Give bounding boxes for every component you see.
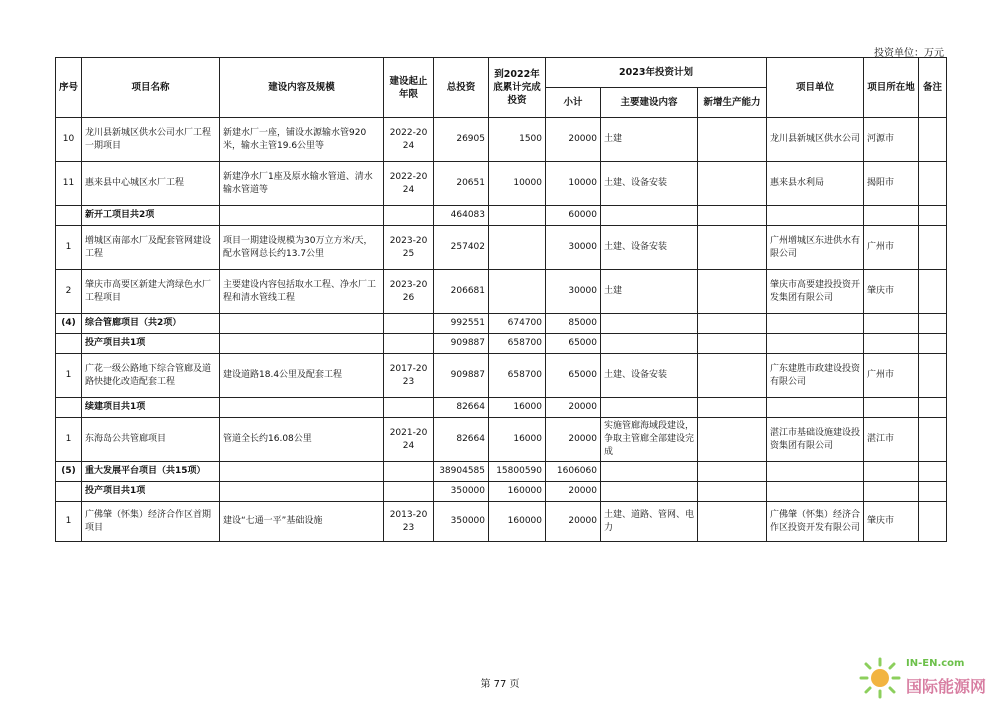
cell-remark: [919, 270, 947, 314]
cell-period: [384, 398, 434, 418]
cell-capacity: [698, 462, 767, 482]
cell-capacity: [698, 206, 767, 226]
cell-name: 东海岛公共管廊项目: [82, 418, 220, 462]
cell-unit: [767, 206, 864, 226]
table-row: [56, 226, 947, 270]
cell-name: 投产项目共1项: [82, 334, 220, 354]
cell-seq: (4): [56, 314, 82, 334]
cell-location: [864, 206, 919, 226]
cell-main-content: 土建、设备安装: [601, 354, 698, 398]
cell-remark: [919, 482, 947, 502]
cell-location: 河源市: [864, 118, 919, 162]
cell-content: 新建水厂一座，铺设水源输水管920米，输水主管19.6公里等: [220, 118, 384, 162]
header-plan-group: 2023年投资计划: [546, 58, 767, 88]
cell-content: [220, 334, 384, 354]
cell-name: 续建项目共1项: [82, 398, 220, 418]
cell-done: 1500: [489, 118, 546, 162]
cell-total: 350000: [434, 482, 489, 502]
cell-location: 广州市: [864, 354, 919, 398]
cell-done: 658700: [489, 354, 546, 398]
cell-main-content: 土建、道路、管网、电力: [601, 502, 698, 542]
cell-seq: 1: [56, 418, 82, 462]
cell-content: [220, 482, 384, 502]
cell-capacity: [698, 118, 767, 162]
cell-period: [384, 482, 434, 502]
cell-period: 2017-2023: [384, 354, 434, 398]
cell-unit: 湛江市基础设施建设投资集团有限公司: [767, 418, 864, 462]
header-unit: 项目单位: [767, 58, 864, 118]
cell-name: 肇庆市高要区新建大湾绿色水厂工程项目: [82, 270, 220, 314]
cell-total: 26905: [434, 118, 489, 162]
header-seq: 序号: [56, 58, 82, 118]
table-row: [56, 162, 947, 206]
cell-total: 350000: [434, 502, 489, 542]
watermark-logo: [858, 652, 998, 702]
cell-content: 建设“七通一平”基础设施: [220, 502, 384, 542]
cell-capacity: [698, 502, 767, 542]
cell-remark: [919, 118, 947, 162]
cell-done: 674700: [489, 314, 546, 334]
cell-subtotal: 65000: [546, 334, 601, 354]
cell-period: 2022-2024: [384, 162, 434, 206]
cell-seq: 1: [56, 502, 82, 542]
header-main-content: 主要建设内容: [601, 88, 698, 118]
cell-subtotal: 20000: [546, 418, 601, 462]
cell-content: 主要建设内容包括取水工程、净水厂工程和清水管线工程: [220, 270, 384, 314]
cell-capacity: [698, 354, 767, 398]
page-number: 第 77 页: [480, 679, 520, 690]
cell-remark: [919, 314, 947, 334]
sun-logo-icon: [858, 656, 902, 700]
cell-seq: [56, 398, 82, 418]
header-name: 项目名称: [82, 58, 220, 118]
cell-unit: [767, 398, 864, 418]
cell-capacity: [698, 226, 767, 270]
cell-capacity: [698, 482, 767, 502]
cell-content: [220, 314, 384, 334]
cell-seq: [56, 206, 82, 226]
cell-seq: [56, 482, 82, 502]
cell-subtotal: 65000: [546, 354, 601, 398]
header-location: 项目所在地: [864, 58, 919, 118]
cell-unit: 广州增城区东进供水有限公司: [767, 226, 864, 270]
cell-main-content: [601, 482, 698, 502]
cell-done: 15800590: [489, 462, 546, 482]
cell-done: 10000: [489, 162, 546, 206]
cell-remark: [919, 226, 947, 270]
cell-unit: 龙川县新城区供水公司: [767, 118, 864, 162]
cell-period: 2022-2024: [384, 118, 434, 162]
cell-name: 龙川县新城区供水公司水厂工程一期项目: [82, 118, 220, 162]
cell-capacity: [698, 162, 767, 206]
watermark-en: IN-EN.com: [906, 658, 965, 669]
cell-main-content: [601, 462, 698, 482]
cell-location: 肇庆市: [864, 502, 919, 542]
table-row: [56, 206, 947, 226]
header-subtotal: 小计: [546, 88, 601, 118]
cell-done: 16000: [489, 418, 546, 462]
investment-table: [55, 57, 947, 542]
cell-main-content: [601, 398, 698, 418]
cell-content: 新建净水厂1座及原水输水管道、清水输水管道等: [220, 162, 384, 206]
cell-name: 广花一级公路地下综合管廊及道路快捷化改造配套工程: [82, 354, 220, 398]
header-done: 到2022年底累计完成投资: [489, 58, 546, 118]
cell-seq: 1: [56, 354, 82, 398]
cell-total: 206681: [434, 270, 489, 314]
table-row: [56, 354, 947, 398]
cell-unit: [767, 482, 864, 502]
cell-total: 82664: [434, 418, 489, 462]
header-capacity: 新增生产能力: [698, 88, 767, 118]
cell-unit: 广佛肇（怀集）经济合作区投资开发有限公司: [767, 502, 864, 542]
cell-remark: [919, 162, 947, 206]
cell-main-content: 土建: [601, 270, 698, 314]
cell-name: 广佛肇（怀集）经济合作区首期项目: [82, 502, 220, 542]
table-row: [56, 314, 947, 334]
cell-capacity: [698, 398, 767, 418]
cell-location: [864, 482, 919, 502]
cell-content: [220, 462, 384, 482]
cell-location: [864, 398, 919, 418]
table-row: [56, 502, 947, 542]
cell-subtotal: 85000: [546, 314, 601, 334]
cell-subtotal: 20000: [546, 118, 601, 162]
cell-subtotal: 60000: [546, 206, 601, 226]
cell-subtotal: 10000: [546, 162, 601, 206]
cell-period: [384, 334, 434, 354]
cell-done: [489, 226, 546, 270]
table-row: [56, 118, 947, 162]
cell-period: 2021-2024: [384, 418, 434, 462]
table-row: [56, 334, 947, 354]
cell-main-content: 土建、设备安装: [601, 162, 698, 206]
cell-name: 新开工项目共2项: [82, 206, 220, 226]
cell-remark: [919, 334, 947, 354]
cell-total: 82664: [434, 398, 489, 418]
cell-seq: 10: [56, 118, 82, 162]
cell-period: [384, 462, 434, 482]
cell-capacity: [698, 314, 767, 334]
table-row: [56, 270, 947, 314]
cell-total: 992551: [434, 314, 489, 334]
cell-location: [864, 314, 919, 334]
cell-content: 管道全长约16.08公里: [220, 418, 384, 462]
cell-subtotal: 20000: [546, 398, 601, 418]
cell-remark: [919, 462, 947, 482]
cell-remark: [919, 502, 947, 542]
cell-name: 增城区南部水厂及配套管网建设工程: [82, 226, 220, 270]
cell-total: 38904585: [434, 462, 489, 482]
cell-main-content: 土建: [601, 118, 698, 162]
cell-capacity: [698, 418, 767, 462]
cell-capacity: [698, 270, 767, 314]
cell-remark: [919, 398, 947, 418]
investment-unit-label: 投资单位：万元: [874, 48, 944, 59]
cell-seq: 1: [56, 226, 82, 270]
cell-done: [489, 206, 546, 226]
cell-main-content: [601, 206, 698, 226]
cell-remark: [919, 206, 947, 226]
cell-main-content: [601, 334, 698, 354]
cell-seq: [56, 334, 82, 354]
cell-remark: [919, 418, 947, 462]
cell-done: [489, 270, 546, 314]
cell-period: [384, 314, 434, 334]
cell-unit: 惠来县水利局: [767, 162, 864, 206]
cell-total: 20651: [434, 162, 489, 206]
cell-period: 2013-2023: [384, 502, 434, 542]
cell-location: 揭阳市: [864, 162, 919, 206]
table-row: [56, 418, 947, 462]
cell-total: 909887: [434, 334, 489, 354]
cell-capacity: [698, 334, 767, 354]
cell-subtotal: 20000: [546, 482, 601, 502]
cell-done: 16000: [489, 398, 546, 418]
cell-location: 广州市: [864, 226, 919, 270]
cell-total: 909887: [434, 354, 489, 398]
header-content: 建设内容及规模: [220, 58, 384, 118]
cell-done: 658700: [489, 334, 546, 354]
cell-period: 2023-2025: [384, 226, 434, 270]
cell-unit: 广东建胜市政建设投资有限公司: [767, 354, 864, 398]
cell-subtotal: 30000: [546, 270, 601, 314]
cell-done: 160000: [489, 502, 546, 542]
cell-subtotal: 30000: [546, 226, 601, 270]
cell-main-content: 土建、设备安装: [601, 226, 698, 270]
cell-unit: [767, 462, 864, 482]
cell-unit: [767, 314, 864, 334]
watermark-cn: 国际能源网: [906, 677, 987, 696]
cell-location: 肇庆市: [864, 270, 919, 314]
header-period: 建设起止年限: [384, 58, 434, 118]
cell-period: 2023-2026: [384, 270, 434, 314]
cell-remark: [919, 354, 947, 398]
cell-subtotal: 1606060: [546, 462, 601, 482]
cell-content: [220, 206, 384, 226]
cell-seq: (5): [56, 462, 82, 482]
cell-total: 464083: [434, 206, 489, 226]
cell-name: 重大发展平台项目（共15项）: [82, 462, 220, 482]
cell-main-content: [601, 314, 698, 334]
cell-total: 257402: [434, 226, 489, 270]
cell-content: 建设道路18.4公里及配套工程: [220, 354, 384, 398]
cell-content: 项目一期建设规模为30万立方米/天，配水管网总长约13.7公里: [220, 226, 384, 270]
cell-name: 综合管廊项目（共2项）: [82, 314, 220, 334]
cell-unit: 肇庆市高要建投投资开发集团有限公司: [767, 270, 864, 314]
cell-seq: 2: [56, 270, 82, 314]
cell-location: 湛江市: [864, 418, 919, 462]
cell-main-content: 实施管廊海域段建设，争取主管廊全部建设完成: [601, 418, 698, 462]
cell-done: 160000: [489, 482, 546, 502]
cell-name: 惠来县中心城区水厂工程: [82, 162, 220, 206]
header-remark: 备注: [919, 58, 947, 118]
cell-seq: 11: [56, 162, 82, 206]
table-row: [56, 482, 947, 502]
cell-unit: [767, 334, 864, 354]
cell-location: [864, 334, 919, 354]
table-row: [56, 398, 947, 418]
cell-content: [220, 398, 384, 418]
cell-subtotal: 20000: [546, 502, 601, 542]
header-total: 总投资: [434, 58, 489, 118]
cell-name: 投产项目共1项: [82, 482, 220, 502]
cell-location: [864, 462, 919, 482]
cell-period: [384, 206, 434, 226]
table-row: [56, 462, 947, 482]
